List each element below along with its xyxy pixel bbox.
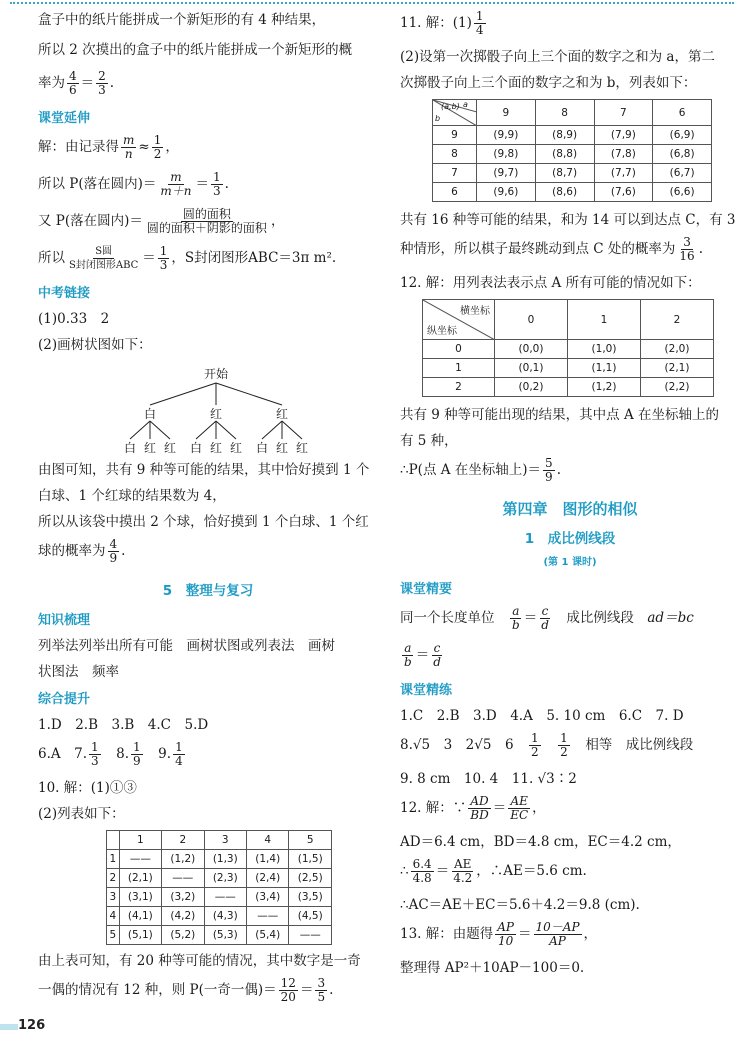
tree-leaf: 红: [210, 441, 223, 455]
fraction: $\frac{6.4}{4.8}$: [412, 857, 432, 885]
text-line: 整理得 AP²＋10AP－100＝0.: [400, 960, 585, 976]
table-row: 1 (0,1) (1,1) (2,1): [423, 359, 714, 378]
fraction: $\frac{\text{圆的面积}}{\text{圆的面积＋阴影的面积}}$: [146, 207, 267, 235]
text-line: 12. 解：用列表法表示点 A 所有可能的情况如下：: [400, 275, 701, 291]
fraction: $\frac{4}{6}$: [69, 69, 77, 97]
text-line: 又 P(落在圆内)＝ $\frac{\text{圆的面积}}{\text{圆的面积＋阴影的面积}}$ ，: [38, 207, 285, 235]
table-row: 7 (9,7) (8,7) (7,7) (6,7): [433, 164, 712, 183]
left-column: [38, 10, 378, 1014]
right-column: [400, 10, 740, 984]
coordinate-table: 横坐标 纵坐标 0 1 2 0 (0,0) (1,0) (2,0) 1 (0,1) (1,1) (2,1) 2 (0,2) (1,2) (2,2): [422, 299, 714, 397]
text-line: 所以 2 次摸出的盒子中的纸片能拼成一个新矩形的概: [38, 42, 353, 58]
fraction: $\frac{a}{b}$: [404, 641, 412, 669]
fraction: $\frac{10-AP}{AP}$: [535, 920, 580, 948]
table-row: 5 (5,1) (5,2) (5,3) (5,4) ——: [107, 926, 332, 945]
fraction: $\frac{a}{b}$: [512, 604, 520, 632]
fraction: $\frac{1}{3}$: [213, 170, 221, 198]
tree-node: 红: [210, 407, 223, 421]
text-line: 状图法 频率: [38, 664, 119, 680]
fraction: $\frac{AP}{10}$: [497, 920, 515, 948]
fraction: $\frac{3}{16}$: [679, 235, 695, 263]
tree-root: 开始: [204, 367, 229, 381]
table-corner: 横坐标 纵坐标: [423, 300, 495, 340]
table-row: 8 (9,8) (8,8) (7,8) (6,8): [433, 145, 712, 164]
table-row: 9 (9,9) (8,9) (7,9) (6,9): [433, 126, 712, 145]
text-line: 有 5 种，: [400, 433, 458, 449]
table-row: 2 (0,2) (1,2) (2,2): [423, 378, 714, 397]
text-line: 1.C 2.B 3.D 4.A 5. 10 cm 6.C 7. D: [400, 708, 684, 724]
text-line: 10. 解：(1)①③: [38, 780, 137, 796]
fraction: $\frac{AE}{EC}$: [510, 794, 529, 822]
text-line: ∴P(点 A 在坐标轴上)＝ $\frac{5}{9}$ .: [400, 456, 561, 484]
text-line: 率为 $\frac{4}{6}$ ＝ $\frac{2}{3}$ .: [38, 69, 115, 97]
text-line: (2)画树状图如下：: [38, 337, 152, 353]
fraction: $\frac{3}{5}$: [317, 976, 326, 1004]
text-line: ∴AC＝AE＋EC＝5.6＋4.2＝9.8 (cm).: [400, 897, 640, 913]
tree-leaf: 白: [256, 441, 269, 455]
fraction: $\frac{1}{3}$: [159, 244, 168, 272]
fraction: $\frac{1}{2}$: [531, 731, 539, 759]
text-line: 11. 解：(1) $\frac{1}{4}$: [400, 9, 484, 37]
text-line: 次掷骰子向上三个面的数字之和为 b，列表如下：: [400, 75, 697, 91]
fraction: $\frac{12}{20}$: [280, 976, 296, 1004]
tree-leaf: 红: [164, 441, 177, 455]
section-heading-exam-link: 中考链接: [38, 286, 91, 301]
fraction: $\frac{AE}{4.2}$: [453, 857, 473, 885]
tree-node: 红: [276, 407, 289, 421]
fraction: $\frac{m}{m+n}$: [160, 170, 192, 198]
lesson-title: 1 成比例线段: [524, 531, 616, 547]
text-line: (1)0.33 2: [38, 311, 110, 327]
text-line: 白球、1 个红球的结果数为 4，: [38, 488, 226, 504]
fraction: $\frac{5}{9}$: [545, 456, 553, 484]
text-line: ∴ $\frac{6.4}{4.8}$ ＝ $\frac{AE}{4.2}$ ，∴AE＝5.6 cm.: [400, 857, 587, 885]
fraction: $\frac{1}{4}$: [175, 740, 183, 768]
fraction: $\frac{m}{n}$: [123, 133, 135, 161]
text-line: 13. 解：由题得 $\frac{AP}{10}$ ＝ $\frac{10-AP}{AP}$ ，: [400, 920, 598, 948]
table-row: 0 (0,0) (1,0) (2,0): [423, 340, 714, 359]
text-line: 所以 $\frac{\text{S圆}}{\text{S封闭图形ABC}}$ ＝ $\frac{1}{3}$ ，S封闭图形ABC＝3π m².: [38, 244, 337, 272]
fraction: $\frac{1}{2}$: [153, 133, 162, 161]
section-title-review: 5 整理与复习: [162, 583, 254, 599]
text-line: (2)设第一次掷骰子向上三个面的数字之和为 a，第二: [400, 49, 715, 65]
text-line: 8.√5 3 2√5 6 $\frac{1}{2}$ $\frac{1}{2}$ 相等 成比例线段: [400, 731, 694, 759]
section-heading-essentials: 课堂精要: [400, 582, 453, 597]
tree-lines: [38, 361, 338, 456]
text-line: 1.D 2.B 3.B 4.C 5.D: [38, 717, 209, 733]
page-number: 126: [18, 1018, 46, 1033]
text-line: 列举法列举出所有可能 画树状图或列表法 画树: [38, 638, 335, 654]
tree-leaf: 红: [296, 441, 309, 455]
tree-leaf: 白: [124, 441, 137, 455]
text-line: $\frac{a}{b}$ ＝ $\frac{c}{d}$: [404, 641, 441, 669]
fraction: $\frac{1}{2}$: [560, 731, 568, 759]
section-heading-improve: 综合提升: [38, 692, 91, 707]
table-row: 2 (2,1) —— (2,3) (2,4) (2,5): [107, 869, 332, 888]
dice-sum-table: a (a,b) b 9 8 7 6 9 (9,9) (8,9) (7,9) (6,9) 8 (9,8) (8,8) (7,8) (6,8) 7 (9,7) (8,7) (7,7) (6,7) 6 (9,6) (8,6) (7,6) (6,6): [432, 99, 712, 202]
tree-leaf: 红: [230, 441, 243, 455]
fraction: $\frac{c}{d}$: [433, 641, 441, 669]
text-line: 6.A 7. $\frac{1}{3}$ 8. $\frac{1}{9}$ 9. $\frac{1}{4}$: [38, 740, 183, 768]
section-heading-extension: 课堂延伸: [38, 111, 91, 126]
text-line: 同一个长度单位 $\frac{a}{b}$ ＝ $\frac{c}{d}$ 成比例线段 ad＝bc: [400, 604, 694, 632]
tree-leaf: 红: [144, 441, 157, 455]
table-row: 1 —— (1,2) (1,3) (1,4) (1,5): [107, 850, 332, 869]
tree-diagram: [38, 361, 338, 456]
text-line: 种情形，所以棋子最终跳动到点 C 处的概率为 $\frac{3}{16}$ .: [400, 235, 703, 263]
lesson-period: (第 1 课时): [543, 557, 597, 568]
fraction: $\frac{AD}{BD}$: [470, 794, 489, 822]
table-row: 4 (4,1) (4,2) (4,3) —— (4,5): [107, 907, 332, 926]
text-line: 所以 P(落在圆内)＝ $\frac{m}{m+n}$ ＝ $\frac{1}{3}$ .: [38, 170, 229, 198]
text-line: 12. 解：∵ $\frac{AD}{BD}$ ＝ $\frac{AE}{EC}$ ，: [400, 794, 546, 822]
text-line: 球的概率为 $\frac{4}{9}$ .: [38, 537, 126, 565]
text-line: AD＝6.4 cm，BD＝4.8 cm，EC＝4.2 cm，: [400, 834, 681, 850]
text-line: 9. 8 cm 10. 4 11. √3∶2: [400, 771, 577, 787]
tree-leaf: 白: [190, 441, 203, 455]
text-line: 由上表可知，有 20 种等可能的情况，其中数字是一奇: [38, 953, 361, 969]
tree-node: 白: [144, 407, 157, 421]
fraction: $\frac{c}{d}$: [541, 604, 549, 632]
text-line: 盒子中的纸片能拼成一个新矩形的有 4 种结果，: [38, 12, 326, 28]
table-row: 3 (3,1) (3,2) —— (3,4) (3,5): [107, 888, 332, 907]
fraction: $\frac{1}{3}$: [91, 740, 99, 768]
chapter-title: 第四章 图形的相似: [502, 500, 638, 518]
tree-leaf: 红: [276, 441, 289, 455]
page-corner-bar: [0, 1024, 18, 1030]
top-dotted-rule: [10, 2, 734, 4]
fraction: $\frac{4}{9}$: [109, 537, 118, 565]
fraction: $\frac{1}{4}$: [475, 9, 484, 37]
text-line: 解：由记录得 $\frac{m}{n}$ ≈ $\frac{1}{2}$ ，: [38, 133, 179, 161]
text-line: 共有 9 种等可能出现的结果，其中点 A 在坐标轴上的: [400, 407, 720, 423]
text-line: 一偶的情况有 12 种，则 P(一奇一偶)＝ $\frac{12}{20}$ ＝ $\frac{3}{5}$ .: [38, 976, 334, 1004]
section-heading-knowledge: 知识梳理: [38, 613, 91, 628]
text-line: 由图可知，共有 9 种等可能的结果，其中恰好摸到 1 个: [38, 462, 370, 478]
fraction: $\frac{\text{S圆}}{\text{S封闭图形ABC}}$: [69, 246, 139, 271]
list-table-1-5: 1 2 3 4 5 1 —— (1,2) (1,3) (1,4) (1,5) 2 (2,1) —— (2,3) (2,4) (2,5) 3 (3,1) (3,2) —— (3,4) (3,5) 4 (4,1) (4,2) (4,3) —— (4,5) 5 (5,1) (5,2) (5,3) (5,4) ——: [106, 830, 332, 945]
table-row: 6 (9,6) (8,6) (7,6) (6,6): [433, 183, 712, 202]
text-line: 共有 16 种等可能的结果，和为 14 可以到达点 C，有 3: [400, 212, 736, 228]
fraction: $\frac{1}{9}$: [133, 740, 141, 768]
table-corner: a (a,b) b: [433, 100, 477, 126]
text-line: (2)列表如下：: [38, 806, 125, 822]
section-heading-practice: 课堂精练: [400, 683, 453, 698]
text-line: 所以从该袋中摸出 2 个球，恰好摸到 1 个白球、1 个红: [38, 514, 369, 530]
fraction: $\frac{2}{3}$: [98, 69, 106, 97]
